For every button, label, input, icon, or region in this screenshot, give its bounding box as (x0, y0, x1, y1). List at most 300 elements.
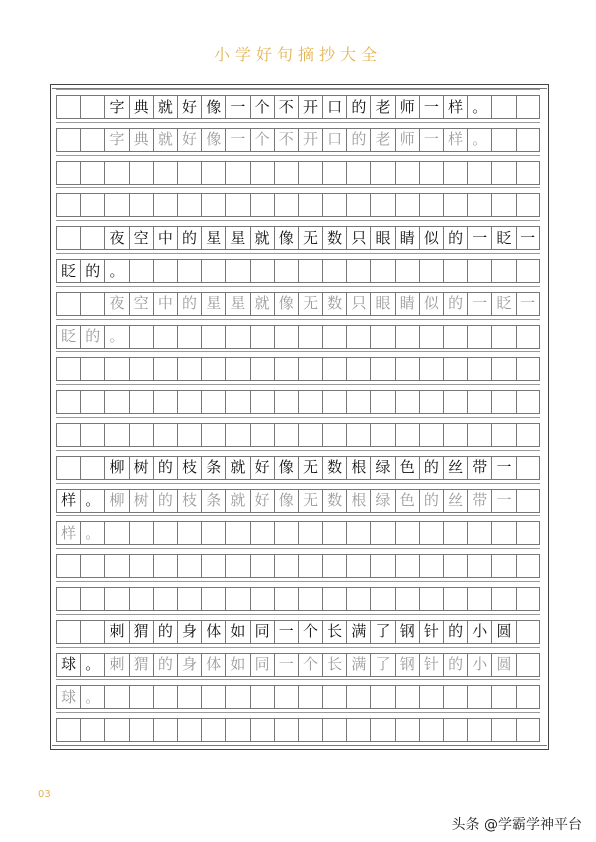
char-cell (370, 357, 394, 381)
char-cell: 口 (322, 95, 346, 119)
char-cell (516, 259, 540, 283)
char-cell (250, 161, 274, 185)
grid-row (56, 521, 540, 545)
char-cell (274, 390, 298, 414)
char-cell: 个 (298, 620, 322, 644)
grid-row (56, 554, 540, 578)
trace-char-cell: 圆 (491, 653, 515, 677)
char-cell (225, 718, 249, 742)
char-cell: 体 (201, 620, 225, 644)
char-cell (467, 259, 491, 283)
trace-char-cell (443, 325, 467, 349)
char-cell (201, 718, 225, 742)
char-cell (201, 554, 225, 578)
char-cell (516, 390, 540, 414)
char-cell: 像 (201, 95, 225, 119)
trace-char-cell (395, 521, 419, 545)
char-cell (491, 390, 515, 414)
char-cell (370, 193, 394, 217)
trace-char-cell: 数 (322, 292, 346, 316)
trace-char-cell: 球 (56, 685, 80, 709)
trace-char-cell: 身 (177, 653, 201, 677)
trace-char-cell: 样 (56, 521, 80, 545)
trace-char-cell: 绿 (370, 489, 394, 513)
char-cell (274, 587, 298, 611)
char-cell (56, 456, 80, 480)
char-cell: 就 (153, 95, 177, 119)
char-cell: 似 (419, 226, 443, 250)
grid-row (56, 259, 540, 283)
char-cell: 的 (346, 95, 370, 119)
trace-char-cell (467, 325, 491, 349)
trace-char-cell: 数 (322, 489, 346, 513)
watermark: 头条 @学霸学神平台 (451, 817, 582, 833)
char-cell (153, 161, 177, 185)
char-cell (491, 95, 515, 119)
char-cell (104, 554, 128, 578)
char-cell: 条 (201, 456, 225, 480)
char-cell (322, 390, 346, 414)
char-cell (225, 259, 249, 283)
char-cell (491, 259, 515, 283)
char-cell: 数 (322, 226, 346, 250)
char-cell: 。 (80, 653, 104, 677)
char-cell (298, 587, 322, 611)
char-cell (419, 357, 443, 381)
char-cell (395, 161, 419, 185)
trace-char-cell: 的 (153, 489, 177, 513)
char-cell (443, 554, 467, 578)
trace-char-cell: 丝 (443, 489, 467, 513)
char-cell (322, 423, 346, 447)
trace-char-cell: 的 (443, 653, 467, 677)
char-cell (322, 718, 346, 742)
char-cell: 典 (129, 95, 153, 119)
char-cell (153, 259, 177, 283)
trace-char-cell: 。 (80, 521, 104, 545)
char-cell (467, 554, 491, 578)
trace-char-cell (370, 325, 394, 349)
char-cell (395, 259, 419, 283)
trace-char-cell: 个 (250, 128, 274, 152)
char-cell (274, 423, 298, 447)
char-cell: 的 (177, 226, 201, 250)
trace-char-cell (177, 521, 201, 545)
trace-char-cell: 的 (346, 128, 370, 152)
trace-char-cell: 条 (201, 489, 225, 513)
trace-char-cell (346, 685, 370, 709)
trace-char-cell (201, 685, 225, 709)
char-cell (443, 357, 467, 381)
char-cell: 枝 (177, 456, 201, 480)
trace-char-cell: 就 (250, 292, 274, 316)
char-cell (370, 718, 394, 742)
char-cell (298, 193, 322, 217)
char-cell (322, 357, 346, 381)
char-cell: 无 (298, 456, 322, 480)
char-cell (516, 554, 540, 578)
page-number: 03 (38, 789, 51, 800)
char-cell (80, 456, 104, 480)
trace-char-cell: 眼 (370, 292, 394, 316)
char-cell (443, 259, 467, 283)
char-cell: 师 (395, 95, 419, 119)
char-cell (104, 193, 128, 217)
char-cell: 色 (395, 456, 419, 480)
char-cell (225, 554, 249, 578)
char-cell (516, 193, 540, 217)
char-cell: 一 (516, 226, 540, 250)
trace-char-cell: 刺 (104, 653, 128, 677)
char-cell (250, 193, 274, 217)
trace-char-cell: 就 (153, 128, 177, 152)
char-cell (370, 259, 394, 283)
char-cell (395, 390, 419, 414)
trace-char-cell (516, 685, 540, 709)
char-cell: 的 (153, 456, 177, 480)
char-cell (298, 390, 322, 414)
char-cell: 样 (56, 489, 80, 513)
char-cell (177, 390, 201, 414)
trace-char-cell (250, 685, 274, 709)
trace-char-cell (153, 685, 177, 709)
trace-char-cell: 师 (395, 128, 419, 152)
char-cell (80, 390, 104, 414)
trace-char-cell (104, 521, 128, 545)
char-cell: 身 (177, 620, 201, 644)
char-cell (346, 718, 370, 742)
trace-char-cell: 猬 (129, 653, 153, 677)
char-cell (419, 259, 443, 283)
char-cell (129, 423, 153, 447)
char-cell (129, 587, 153, 611)
trace-char-cell: 根 (346, 489, 370, 513)
trace-char-cell: 睛 (395, 292, 419, 316)
char-cell: 中 (153, 226, 177, 250)
trace-char-cell: 像 (201, 128, 225, 152)
char-cell (516, 161, 540, 185)
char-cell (129, 357, 153, 381)
char-cell (104, 587, 128, 611)
trace-char-cell: 好 (250, 489, 274, 513)
trace-char-cell (419, 685, 443, 709)
char-cell: 星 (225, 226, 249, 250)
trace-char-cell (491, 128, 515, 152)
trace-char-cell (56, 292, 80, 316)
char-cell: 夜 (104, 226, 128, 250)
char-cell (56, 161, 80, 185)
trace-char-cell: 不 (274, 128, 298, 152)
grid-row (56, 161, 540, 185)
char-cell (298, 423, 322, 447)
trace-char-cell (322, 685, 346, 709)
char-cell (346, 587, 370, 611)
char-cell: 像 (274, 456, 298, 480)
char-cell (443, 718, 467, 742)
trace-char-cell: 眨 (56, 325, 80, 349)
char-cell (516, 456, 540, 480)
char-cell (153, 554, 177, 578)
char-cell (491, 718, 515, 742)
trace-char-cell (419, 521, 443, 545)
char-cell: 字 (104, 95, 128, 119)
char-cell (443, 390, 467, 414)
char-cell (80, 226, 104, 250)
char-cell (491, 193, 515, 217)
grid-row (56, 587, 540, 611)
char-cell (153, 390, 177, 414)
grid-row (56, 390, 540, 414)
char-cell (80, 620, 104, 644)
char-cell: 星 (201, 226, 225, 250)
char-cell (104, 357, 128, 381)
grid-row (56, 325, 540, 349)
trace-char-cell (201, 521, 225, 545)
trace-char-cell: 个 (298, 653, 322, 677)
char-cell (80, 554, 104, 578)
char-cell (153, 423, 177, 447)
trace-char-cell (516, 653, 540, 677)
trace-char-cell: 的 (80, 325, 104, 349)
char-cell (56, 587, 80, 611)
char-cell (225, 357, 249, 381)
char-cell (419, 718, 443, 742)
char-cell (201, 357, 225, 381)
char-cell (491, 587, 515, 611)
trace-char-cell: 针 (419, 653, 443, 677)
char-cell: 。 (104, 259, 128, 283)
char-cell (346, 161, 370, 185)
trace-char-cell: 。 (104, 325, 128, 349)
trace-char-cell: 眨 (491, 292, 515, 316)
char-cell (274, 259, 298, 283)
char-cell (225, 193, 249, 217)
trace-char-cell (516, 325, 540, 349)
char-cell (56, 718, 80, 742)
char-cell (395, 554, 419, 578)
char-cell (177, 259, 201, 283)
trace-char-cell: 像 (274, 489, 298, 513)
char-cell: 。 (467, 95, 491, 119)
char-cell: 的 (443, 226, 467, 250)
char-cell (201, 161, 225, 185)
char-cell: 的 (80, 259, 104, 283)
trace-char-cell: 样 (443, 128, 467, 152)
trace-char-cell (274, 325, 298, 349)
char-cell (298, 259, 322, 283)
trace-char-cell: 中 (153, 292, 177, 316)
char-cell (491, 357, 515, 381)
char-cell (104, 718, 128, 742)
char-cell (80, 193, 104, 217)
char-cell (201, 423, 225, 447)
trace-char-cell (274, 521, 298, 545)
char-cell (516, 357, 540, 381)
char-cell (274, 718, 298, 742)
char-cell: 了 (370, 620, 394, 644)
trace-char-cell: 一 (467, 292, 491, 316)
trace-char-cell: 钢 (395, 653, 419, 677)
char-cell (298, 357, 322, 381)
trace-char-cell: 夜 (104, 292, 128, 316)
char-cell (322, 193, 346, 217)
trace-char-cell (322, 521, 346, 545)
trace-char-cell (250, 521, 274, 545)
char-cell (80, 357, 104, 381)
grid-row (56, 357, 540, 381)
char-cell: 同 (250, 620, 274, 644)
char-cell: 像 (274, 226, 298, 250)
char-cell (516, 95, 540, 119)
trace-char-cell: 只 (346, 292, 370, 316)
char-cell (346, 423, 370, 447)
char-cell (80, 161, 104, 185)
char-cell: 如 (225, 620, 249, 644)
char-cell (370, 161, 394, 185)
char-cell (346, 357, 370, 381)
page-title: 小学好句摘抄大全 (213, 45, 382, 64)
char-cell (104, 390, 128, 414)
trace-char-cell: 体 (201, 653, 225, 677)
trace-char-cell: 就 (225, 489, 249, 513)
char-cell (56, 226, 80, 250)
char-cell (395, 587, 419, 611)
char-cell (419, 193, 443, 217)
char-cell (274, 554, 298, 578)
char-cell (56, 95, 80, 119)
grid-row (56, 653, 540, 677)
trace-char-cell: 的 (419, 489, 443, 513)
char-cell (80, 95, 104, 119)
trace-char-cell: 口 (322, 128, 346, 152)
trace-char-cell (274, 685, 298, 709)
char-cell (201, 587, 225, 611)
trace-char-cell (153, 325, 177, 349)
trace-char-cell (443, 685, 467, 709)
char-cell: 就 (225, 456, 249, 480)
sheet-inner-border (52, 745, 547, 746)
trace-char-cell: 如 (225, 653, 249, 677)
trace-char-cell (346, 521, 370, 545)
char-cell (370, 390, 394, 414)
char-cell (177, 718, 201, 742)
char-cell (419, 587, 443, 611)
trace-char-cell: 无 (298, 292, 322, 316)
trace-char-cell: 一 (419, 128, 443, 152)
char-cell (516, 423, 540, 447)
char-cell (56, 390, 80, 414)
trace-char-cell (56, 128, 80, 152)
grid-row (56, 193, 540, 217)
char-cell (177, 357, 201, 381)
grid-row (56, 489, 540, 513)
char-cell (443, 423, 467, 447)
char-cell (491, 161, 515, 185)
trace-char-cell (129, 325, 153, 349)
char-cell: 钢 (395, 620, 419, 644)
char-cell: 一 (467, 226, 491, 250)
trace-char-cell (153, 521, 177, 545)
trace-char-cell: 星 (225, 292, 249, 316)
char-cell: 球 (56, 653, 80, 677)
trace-char-cell: 一 (516, 292, 540, 316)
char-cell (153, 587, 177, 611)
char-cell (346, 259, 370, 283)
char-cell: 开 (298, 95, 322, 119)
char-cell (298, 554, 322, 578)
grid-row (56, 226, 540, 250)
char-cell (250, 357, 274, 381)
char-cell (225, 390, 249, 414)
trace-char-cell (516, 128, 540, 152)
trace-char-cell: 满 (346, 653, 370, 677)
char-cell (80, 587, 104, 611)
char-cell (419, 423, 443, 447)
char-cell (467, 423, 491, 447)
char-cell: 树 (129, 456, 153, 480)
char-cell (129, 718, 153, 742)
char-cell (177, 161, 201, 185)
trace-char-cell (516, 489, 540, 513)
char-cell (225, 423, 249, 447)
char-cell (177, 423, 201, 447)
trace-char-cell: 了 (370, 653, 394, 677)
char-cell: 个 (250, 95, 274, 119)
char-cell (56, 357, 80, 381)
trace-char-cell: 开 (298, 128, 322, 152)
char-cell: 好 (250, 456, 274, 480)
char-cell (129, 554, 153, 578)
trace-char-cell: 空 (129, 292, 153, 316)
trace-char-cell (516, 521, 540, 545)
char-cell (56, 620, 80, 644)
char-cell: 满 (346, 620, 370, 644)
char-cell (80, 423, 104, 447)
grid-row (56, 620, 540, 644)
char-cell (201, 259, 225, 283)
char-cell: 一 (419, 95, 443, 119)
char-cell (56, 193, 80, 217)
char-cell (104, 161, 128, 185)
grid-row (56, 95, 540, 119)
char-cell: 刺 (104, 620, 128, 644)
char-cell (322, 259, 346, 283)
char-cell: 空 (129, 226, 153, 250)
char-cell (395, 357, 419, 381)
char-cell: 丝 (443, 456, 467, 480)
char-cell (129, 161, 153, 185)
char-cell (56, 423, 80, 447)
trace-char-cell (129, 521, 153, 545)
trace-char-cell: 同 (250, 653, 274, 677)
char-cell (516, 620, 540, 644)
char-cell: 的 (443, 620, 467, 644)
char-cell: 眼 (370, 226, 394, 250)
grid-row (56, 128, 540, 152)
char-cell (491, 423, 515, 447)
char-cell (153, 718, 177, 742)
char-cell (177, 587, 201, 611)
trace-char-cell (80, 292, 104, 316)
char-cell: 长 (322, 620, 346, 644)
char-cell (395, 718, 419, 742)
trace-char-cell (322, 325, 346, 349)
char-cell: 眨 (491, 226, 515, 250)
trace-char-cell (467, 521, 491, 545)
trace-char-cell: 长 (322, 653, 346, 677)
char-cell (250, 390, 274, 414)
trace-char-cell: 好 (177, 128, 201, 152)
